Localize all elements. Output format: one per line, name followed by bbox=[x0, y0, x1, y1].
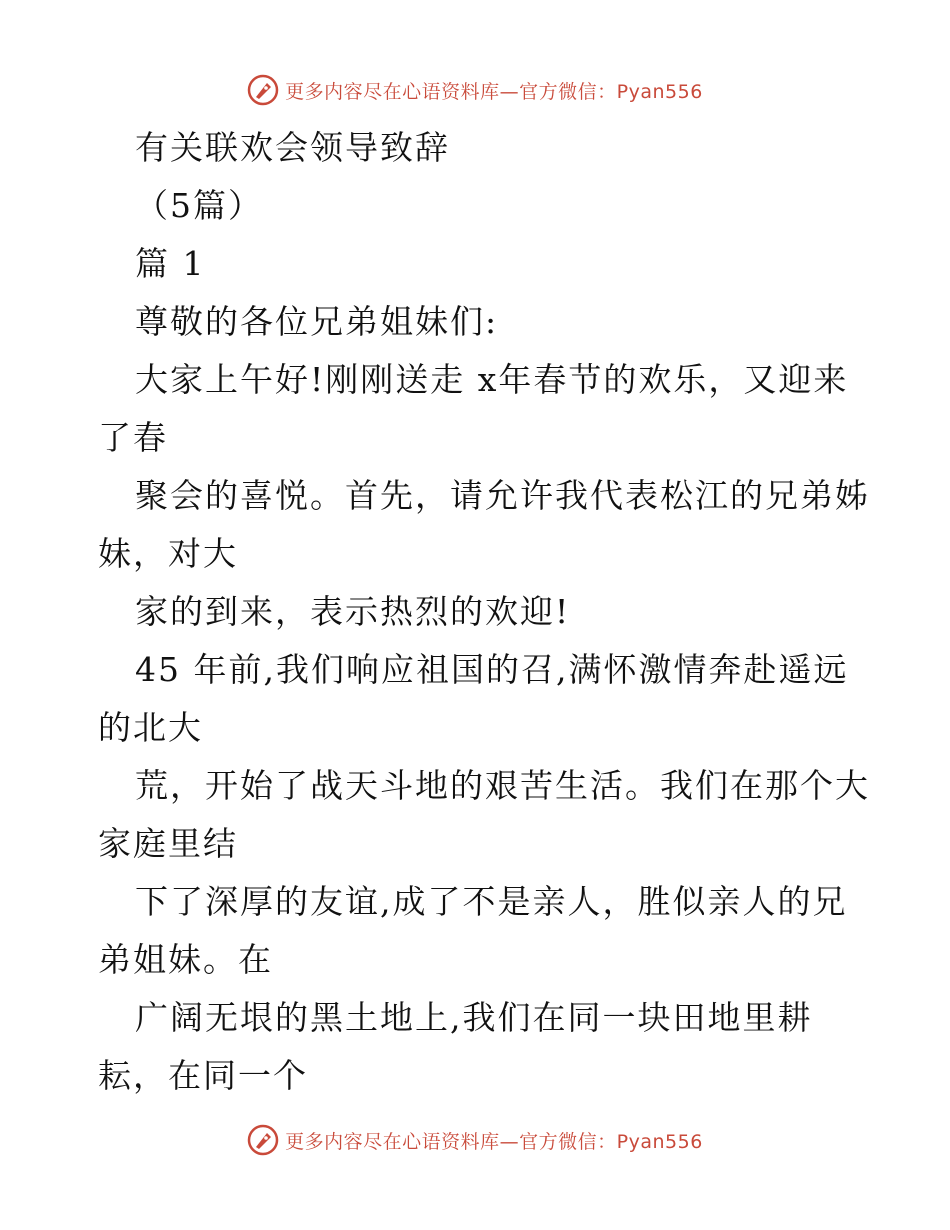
footer-banner-text: 更多内容尽在心语资料库—官方微信：Pyan556 bbox=[285, 1130, 703, 1153]
paragraph-line: 弟姐妹。在 bbox=[98, 940, 273, 979]
document-subtitle: （5篇） bbox=[135, 186, 263, 225]
paragraph-line: 家的到来，表示热烈的欢迎! bbox=[135, 592, 571, 631]
paragraph-line: 妹，对大 bbox=[98, 534, 238, 573]
section-heading: 篇 1 bbox=[135, 244, 206, 283]
paragraph-line: 广阔无垠的黑土地上,我们在同一块田地里耕 bbox=[135, 998, 813, 1037]
paragraph-line: 大家上午好!刚刚送走 x年春节的欢乐，又迎来 bbox=[135, 360, 849, 399]
header-banner-text: 更多内容尽在心语资料库—官方微信：Pyan556 bbox=[285, 80, 703, 103]
paragraph-line: 的北大 bbox=[98, 708, 203, 747]
paragraph-line: 下了深厚的友谊,成了不是亲人，胜似亲人的兄 bbox=[135, 882, 848, 921]
document-title: 有关联欢会领导致辞 bbox=[135, 128, 450, 167]
paragraph-line: 家庭里结 bbox=[98, 824, 238, 863]
pen-nib-logo-icon bbox=[247, 1124, 279, 1156]
footer-banner bbox=[0, 1120, 950, 1160]
paragraph-line: 了春 bbox=[98, 418, 168, 457]
header-banner bbox=[0, 70, 950, 110]
paragraph-line: 耘，在同一个 bbox=[98, 1056, 308, 1095]
salutation: 尊敬的各位兄弟姐妹们: bbox=[135, 302, 499, 341]
paragraph-line: 聚会的喜悦。首先，请允许我代表松江的兄弟姊 bbox=[135, 476, 870, 515]
pen-nib-logo-icon bbox=[247, 74, 279, 106]
paragraph-line: 45 年前,我们响应祖国的召,满怀激情奔赴遥远 bbox=[135, 650, 849, 689]
paragraph-line: 荒，开始了战天斗地的艰苦生活。我们在那个大 bbox=[135, 766, 870, 805]
